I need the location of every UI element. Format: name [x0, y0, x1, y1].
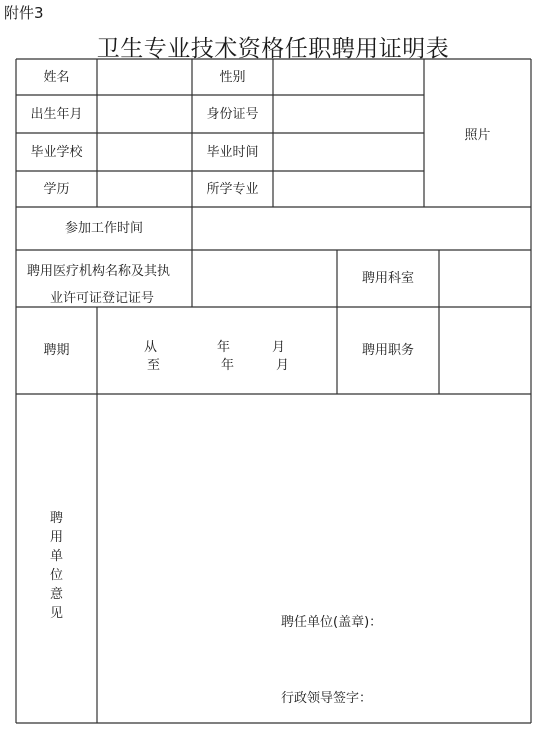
label-gender: 性别 [219, 69, 246, 85]
period-to-year: 年 [221, 358, 235, 373]
input-department[interactable] [439, 250, 531, 307]
label-name: 姓名 [43, 69, 70, 85]
period-from: 从 [144, 340, 158, 355]
label-institution-line1: 聘用医疗机构名称及其执 [27, 264, 171, 279]
input-position[interactable] [439, 307, 531, 394]
input-education[interactable] [97, 171, 192, 207]
annex-label: 附件3 [4, 4, 44, 22]
opinion-char: 聘 [49, 511, 63, 526]
input-work-start[interactable] [192, 207, 531, 250]
period-to-month: 月 [276, 358, 290, 373]
input-grad-time[interactable] [273, 133, 424, 171]
label-institution [16, 250, 192, 307]
input-institution[interactable] [192, 250, 337, 307]
opinion-char: 单 [49, 549, 63, 564]
label-work-start: 参加工作时间 [64, 221, 143, 236]
input-school[interactable] [97, 133, 192, 171]
form-title: 卫生专业技术资格任职聘用证明表 [96, 36, 450, 62]
label-institution-line2: 业许可证登记证号 [50, 291, 155, 306]
label-period: 聘期 [43, 343, 70, 358]
label-position: 聘用职务 [361, 343, 414, 358]
photo-box[interactable]: 照片 [464, 128, 491, 143]
input-gender[interactable] [273, 59, 424, 95]
label-opinion [16, 509, 97, 623]
input-major[interactable] [273, 171, 424, 207]
label-school: 毕业学校 [30, 144, 83, 160]
label-department: 聘用科室 [361, 271, 414, 286]
opinion-char: 意 [49, 587, 63, 602]
input-id-number[interactable] [273, 95, 424, 133]
period-from-year: 年 [217, 340, 231, 355]
opinion-char: 位 [49, 568, 63, 583]
opinion-area[interactable] [97, 394, 531, 723]
input-birth[interactable] [97, 95, 192, 133]
leader-sign-label: 行政领导签字： [281, 691, 373, 706]
period-from-month: 月 [272, 340, 286, 355]
employer-seal-label: 聘任单位(盖章)： [281, 615, 383, 630]
opinion-char: 用 [49, 530, 63, 545]
label-birth: 出生年月 [30, 106, 83, 122]
label-grad-time: 毕业时间 [206, 144, 259, 160]
opinion-char: 见 [49, 606, 63, 621]
period-range[interactable] [97, 307, 337, 394]
label-major: 所学专业 [206, 181, 259, 197]
input-name[interactable] [97, 59, 192, 95]
label-education: 学历 [43, 181, 70, 197]
label-id-number: 身份证号 [206, 106, 259, 122]
period-to: 至 [147, 358, 161, 373]
